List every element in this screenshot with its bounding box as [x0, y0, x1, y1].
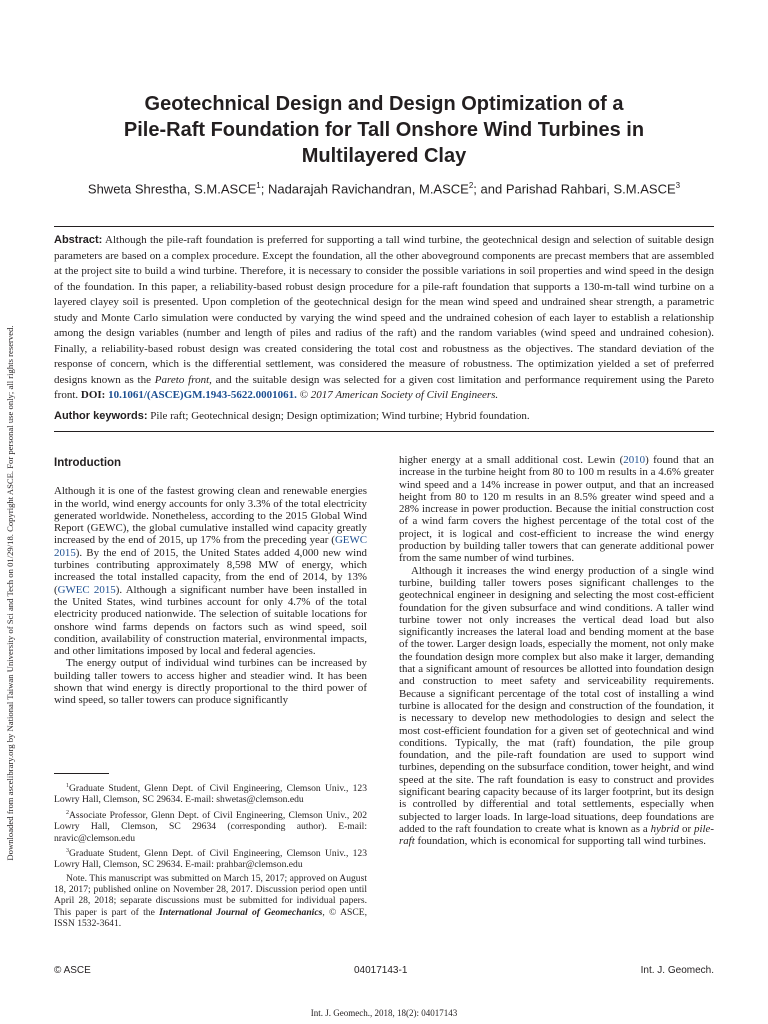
author-name: Parishad Rahbari, S.M.ASCE [505, 181, 676, 197]
footnote-text: Graduate Student, Glenn Dept. of Civil Engineering, Clemson Univ., 123 Lowry Hall, Clemson, SC 29634. E-mail: prahbar@clemson.edu [54, 848, 367, 871]
title-line: Pile-Raft Foundation for Tall Onshore Wind Turbines in [123, 119, 645, 141]
paragraph [399, 454, 714, 565]
footnote [54, 808, 367, 844]
download-notice: Downloaded from ascelibrary.org by National Taiwan University of Sci and Tech on 01/29/18. Copyright ASCE. For personal use only; all rights reserved. [5, 325, 15, 861]
author-list [40, 181, 728, 196]
note-text-end: , © ASCE, ISSN 1532-3641. [54, 906, 367, 929]
paragraph [399, 565, 714, 848]
paragraph: The energy output of individual wind turbines can be increased by building taller towers to access higher and steadier wind. It has been shown that wind energy is directly proportional to the third power of wind speed, so taller towers can produce significantly [54, 657, 367, 707]
keywords-text: Pile raft; Geotechnical design; Design optimization; Wind turbine; Hybrid foundation. [150, 410, 530, 422]
paragraph-text: Although it is one of the fastest growing clean and renewable energies in the world, wind energy accounts for only 3.3% of the total electricity generated worldwide. Nonetheless, according to the 2015 Global Wind Report (GEWC), the global cumulative installed wind capacity greatly increased by the end of 2015, up 17% from the preceding year ( [54, 485, 367, 547]
paragraph-text: ) found that an increase in the turbine height from 80 to 100 m results in a 4.6% greater wind speed and a 14% increase in power output, and that an increased height from 80 to 120 m results in an 8.5% greater wind speed and a 28% increase in power production. Because the initial construction cost of a wind farm covers the highest percentage of the total cost of the project, it is logical and cost-efficient to increase the wind energy production by building taller towers that can generate additional power from the same number of wind turbines. [399, 454, 715, 565]
paragraph-text: higher energy at a small additional cost. Lewin ( [399, 454, 624, 466]
author-name: Shweta Shrestha, S.M.ASCE [87, 181, 257, 197]
italic-term: pile-raft [399, 822, 714, 848]
paragraph-text: foundation, which is economical for supporting tall wind turbines. [414, 835, 707, 848]
footnote-text: Graduate Student, Glenn Dept. of Civil Engineering, Clemson Univ., 123 Lowry Hall, Clemson, SC 29634. E-mail: shwetas@clemson.edu [54, 783, 367, 806]
paragraph-text: ). By the end of 2015, the United States added 4,000 new wind turbines contributing approximately 8,598 MW of energy, which increased the total installed capacity, from the end of 2014, by 13% ( [54, 546, 367, 596]
keywords-bottom-rule [54, 431, 714, 432]
paper-title [60, 91, 708, 169]
footer-publisher: © ASCE [54, 965, 91, 976]
title-line: Multilayered Clay [301, 145, 467, 167]
footnote-marker: 1 [66, 783, 69, 789]
citation-link[interactable]: GWEC 2015 [57, 583, 116, 596]
footnote [54, 781, 367, 806]
left-column [54, 457, 367, 707]
citation-link[interactable]: 2010 [623, 454, 646, 466]
paragraph-text: Although it increases the wind energy production of a single wind turbine, building taller towers poses significant challenges to the geotechnical engineer in designing and selecting the most cost-efficient foundation for the given subsurface and wind conditions. A taller wind turbine tower not only increases the vertical dead load but also significantly increases the lateral load and bending moment at the base of the tower. Larger design loads, especially the moment, not only make the foundation design more complex but also make it larger, demanding that a significant amount of resources be allotted into foundation design and construction to meet safety and serviceability requirements. Because a significant percentage of the total cost of installing a wind turbine is allocated for the design and construction of the foundation, it is necessary to develop new methodologies to design and select the most cost-efficient foundation for a given set of geotechnical and wind conditions. Typically, the mat (raft) foundation, the pile group foundation, and the pile-raft foundation are used to support wind turbines, depending on the subsurface condition, tower height, and wind speed at the site. The raft foundation is easy to construct and provides significant bearing capacity because of its larger footprint, but its design is controlled by differential and total settlements, especially when subjected to larger loads. In large-load situations, deep foundations are added to the raft foundation to create what is known as a [399, 564, 714, 835]
italic-term: hybrid [650, 822, 680, 835]
introduction-heading: Introduction [54, 457, 122, 469]
doi-link[interactable]: 10.1061/(ASCE)GM.1943-5622.0001061. [108, 389, 297, 401]
abstract-text: Although the pile-raft foundation is preferred for supporting a tall wind turbine, the geotechnical design and selection of suitable design parameters are based on a complex procedure. Except the foundation, all the other aboveground components are precast members that are assembled at the project site to build a wind turbine. Therefore, it is necessary to consider the possible variations in soil properties and wind speed in the design of the foundation. In this paper, a reliability-based robust design procedure for a pile-raft foundation that supports a 130-m-tall wind turbine on a layered clayey soil is presented. Upon completion of the geotechnical design for the mean wind speed and undrained shear strength, a parametric study and Monte Carlo simulation were conducted by varying the wind speed and the undrained cohesion of each layer to establish a relationship among the design variables (number and length of piles and radius of the raft) and the random variables (wind speed and undrained cohesion). Finally, a reliability-based robust design was created considering the total cost and robustness as the objectives. The standard deviation of the response of concern, which is the differential settlement, was considered the measure of robustness. The optimization yielded a set of preferred designs known as the [54, 234, 714, 386]
author-affiliation-marker: 3 [675, 181, 681, 190]
citation-line: Int. J. Geomech., 2018, 18(2): 04017143 [310, 1008, 458, 1018]
abstract-italic-term: Pareto front [154, 373, 210, 386]
author-keywords [54, 409, 714, 424]
note-text: Note. This manuscript was submitted on March 15, 2017; approved on August 18, 2017; published online on November 28, 2017. Discussion period open until April 28, 2018; separate discussions must be submitted for individual papers. This paper is part of the [54, 872, 367, 918]
abstract-label: Abstract: [54, 234, 103, 246]
footer-journal: Int. J. Geomech. [640, 965, 714, 976]
footnote [54, 846, 367, 871]
footer-page-number: 04017143-1 [354, 965, 408, 976]
author-separator: ; [260, 181, 268, 197]
doi-label: DOI: [80, 389, 106, 401]
author-name: Nadarajah Ravichandran, M.ASCE [267, 181, 469, 197]
paragraph [54, 485, 367, 657]
right-column [399, 454, 714, 848]
author-affiliation-marker: 2 [468, 181, 474, 190]
paragraph-text: ). Although a significant number have been installed in the United States, wind turbines account for only 4.7% of the total electricity produced nationwide. The selection of suitable locations for onshore wind farms depends on factors such as wind speed, soil condition, availability of construction material, environmental impacts, and other limitations imposed by local and federal agencies. [54, 583, 367, 658]
paragraph-text: or [679, 822, 695, 835]
footnote-marker: 2 [66, 809, 69, 816]
footnote-marker: 3 [66, 847, 69, 854]
copyright-notice: © 2017 American Society of Civil Engineers. [299, 389, 499, 401]
abstract [54, 233, 714, 404]
footnote-rule [54, 773, 109, 774]
keywords-label: Author keywords: [54, 410, 148, 422]
author-separator: ; and [473, 181, 506, 197]
abstract-text-end: , and the suitable design was selected for a given cost limitation and performance requirement using the Pareto front. [54, 373, 715, 401]
citation-link[interactable]: GEWC 2015 [54, 534, 367, 559]
author-affiliation-marker: 1 [256, 181, 261, 190]
title-line: Geotechnical Design and Design Optimization of a [144, 93, 624, 115]
journal-name: International Journal of Geomechanics [159, 906, 323, 918]
footnote-text: Associate Professor, Glenn Dept. of Civil Engineering, Clemson Univ., 202 Lowry Hall, Clemson, SC 29634 (corresponding author). E-mail: nravic@clemson.edu [54, 809, 367, 844]
footnotes [54, 781, 367, 931]
submission-note [54, 873, 367, 929]
abstract-top-rule [54, 226, 714, 227]
